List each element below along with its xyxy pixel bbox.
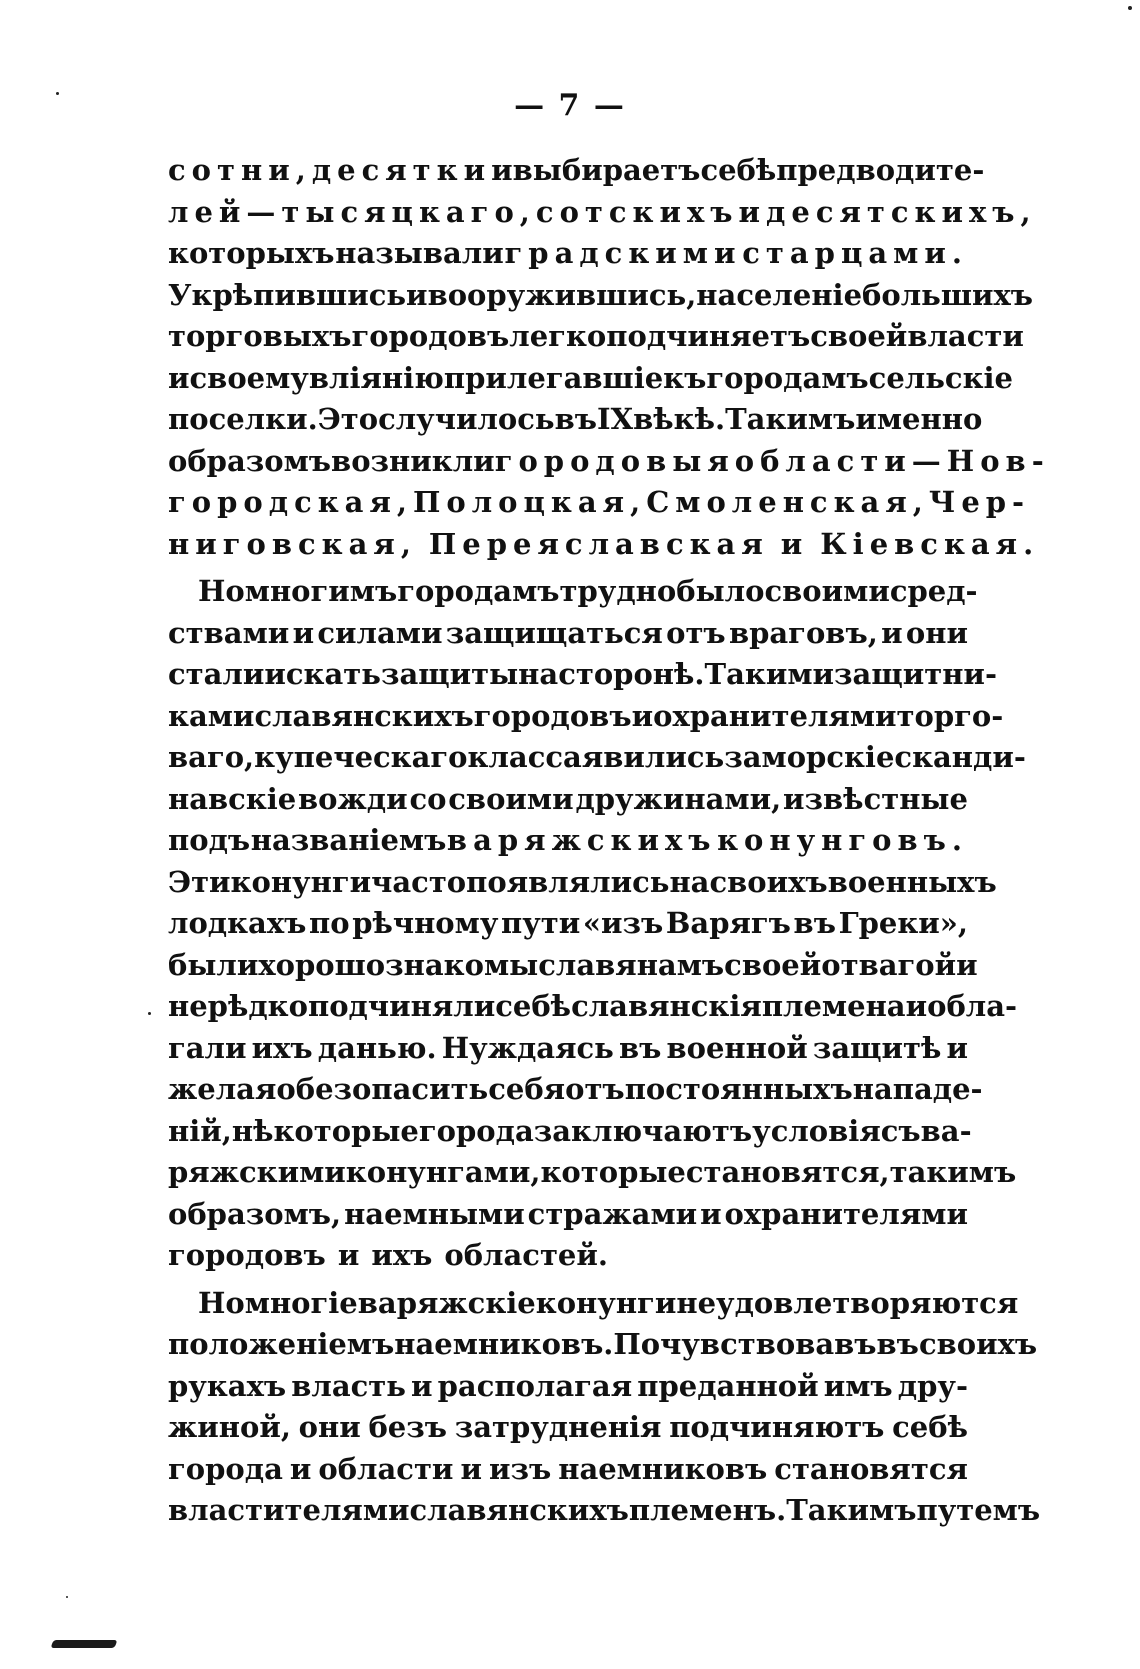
word: пути: [501, 906, 581, 940]
word: и: [289, 1451, 312, 1486]
word: и: [460, 1451, 482, 1486]
word: безъ: [368, 1410, 447, 1444]
word: были: [168, 947, 259, 982]
word: Такимъ: [786, 1493, 917, 1527]
word: поселки.: [168, 402, 318, 436]
text-line: [168, 820, 968, 862]
word: такимъ: [889, 1155, 1017, 1189]
word: Укрѣпившись: [168, 277, 407, 312]
word: путемъ: [916, 1493, 1041, 1527]
word: нѣкоторые: [231, 1113, 419, 1148]
word: защитѣ: [812, 1030, 942, 1065]
text-line: [168, 1111, 972, 1153]
word: предводите-: [776, 153, 985, 187]
spaced-word: Переяславская: [428, 526, 769, 561]
word: случилось: [378, 402, 555, 436]
word: города: [168, 1451, 283, 1486]
word: становятся,: [685, 1155, 890, 1189]
word: городамъ: [706, 360, 869, 395]
word: рѣчному: [352, 906, 499, 940]
word: Такими: [704, 657, 835, 691]
word: жиной,: [168, 1410, 291, 1444]
word: не: [676, 1285, 717, 1320]
ink-smudge: [51, 1640, 118, 1648]
word: и: [411, 1368, 433, 1403]
word: наемными: [344, 1196, 525, 1231]
word: славянамъ: [538, 947, 725, 982]
word: имъ: [823, 1368, 893, 1403]
word: городовъ: [473, 698, 632, 733]
spaced-word: области—Нов-: [734, 443, 1050, 478]
spaced-word: Чер-: [928, 485, 1031, 519]
word: и: [905, 989, 928, 1023]
word: наемниковъ: [558, 1451, 768, 1486]
word: подъ: [168, 823, 251, 857]
word: подчиняли: [307, 989, 496, 1023]
text-line: [168, 1069, 983, 1111]
word: племенъ.: [628, 1493, 787, 1527]
text-line: [168, 1235, 968, 1277]
paragraph-1: [168, 150, 1050, 565]
word: военной: [666, 1030, 808, 1065]
word: торговыхъ: [168, 319, 352, 353]
word: варяжскіе: [357, 1285, 536, 1320]
text-line: [168, 524, 1040, 566]
word: часто: [371, 864, 467, 899]
text-line: [168, 986, 1018, 1028]
text-line: [168, 862, 997, 904]
word: трудно: [559, 574, 677, 608]
spaced-word: ниговская,: [168, 526, 417, 561]
spaced-word: городовыя: [494, 443, 735, 478]
word: дру-: [897, 1368, 968, 1403]
word: вѣкѣ.: [633, 402, 726, 436]
word: Но: [198, 1285, 245, 1320]
word: славянскихъ: [409, 1493, 629, 1527]
word: постоянныхъ: [624, 1072, 853, 1106]
word: своей: [810, 319, 908, 353]
word: искать: [264, 657, 381, 691]
spaced-word: и: [738, 194, 767, 229]
word: Почувствовавъ: [613, 1327, 877, 1361]
word: торго-: [896, 698, 1004, 733]
word: своими: [448, 781, 574, 816]
word: и: [946, 1030, 968, 1065]
word: своему: [189, 360, 309, 395]
word: городамъ: [397, 574, 560, 608]
word: обла-: [927, 989, 1018, 1023]
word: власти: [907, 319, 1024, 353]
word: и: [881, 615, 903, 650]
spaced-word: и: [780, 526, 809, 561]
word: сельскіе: [868, 360, 1013, 395]
word: подчиняютъ: [669, 1410, 885, 1444]
word: города: [418, 1113, 534, 1148]
word: преданной: [637, 1368, 819, 1403]
word: и: [168, 360, 190, 395]
word: и: [406, 277, 428, 312]
page-number: — 7 —: [514, 88, 626, 123]
text-line: [168, 945, 978, 987]
word: властителями: [168, 1493, 410, 1527]
word: враговъ,: [728, 615, 878, 650]
word: Нуждаясь: [441, 1030, 614, 1065]
word: въ: [618, 1030, 662, 1065]
word: сред-: [889, 574, 978, 608]
word: рукахъ: [168, 1368, 287, 1403]
word: подчиняетъ: [606, 319, 811, 353]
text-line: [168, 441, 1050, 483]
word: охранителями: [724, 1196, 968, 1231]
text-line: [168, 1490, 1041, 1532]
spaced-word: сотскихъ: [535, 194, 739, 229]
word: IX: [597, 402, 634, 436]
word: военныхъ: [827, 864, 997, 899]
spaced-word: лей—тысяцкаго,: [168, 194, 536, 229]
word: знакомы: [385, 947, 539, 982]
word: въ: [876, 1327, 919, 1361]
word: своихъ: [709, 864, 828, 899]
word: и: [956, 947, 978, 982]
word: многіе: [244, 1285, 358, 1320]
word: вожди: [298, 781, 408, 816]
text-line: [168, 737, 1026, 779]
word: областей.: [444, 1238, 608, 1272]
text-line: [168, 613, 968, 655]
word: къ: [663, 360, 707, 395]
word: конунги: [230, 864, 372, 899]
word: ствами: [168, 615, 290, 650]
text-line: [168, 150, 985, 192]
word: желая: [168, 1072, 277, 1106]
word: сторонѣ.: [558, 657, 705, 691]
word: конунги: [535, 1285, 677, 1320]
text-line: [168, 571, 978, 613]
spaced-word: сотни,: [168, 153, 312, 187]
word: своей: [724, 947, 822, 982]
word: своими: [764, 574, 890, 608]
word: власть: [291, 1368, 406, 1403]
word: славянскихъ: [254, 698, 474, 733]
text-line: [168, 233, 968, 275]
text-line: [168, 779, 968, 821]
paragraph-3: [168, 1283, 1041, 1532]
word: Это: [317, 402, 379, 436]
text-line: [168, 192, 1037, 234]
word: ихъ: [251, 1030, 313, 1065]
word: стражами: [527, 1196, 698, 1231]
word: области: [318, 1451, 454, 1486]
word: становятся: [774, 1451, 968, 1486]
word: удовлетворяются: [716, 1285, 1019, 1320]
word: стали: [168, 657, 265, 691]
spaced-word: десятскихъ,: [766, 194, 1037, 229]
word: большихъ: [862, 277, 1034, 312]
word: въ: [554, 402, 598, 436]
word: отъ: [565, 1072, 625, 1106]
word: «изъ: [582, 906, 664, 940]
spaced-word: Кіевская.: [820, 526, 1040, 561]
spaced-word: конунговъ.: [717, 823, 968, 857]
word: которыхъ: [168, 236, 335, 270]
text-line: [168, 696, 1004, 738]
word: хорошо: [258, 947, 386, 982]
word: населеніе: [696, 277, 863, 312]
ink-speck: [1128, 6, 1132, 10]
text-line: [168, 903, 968, 945]
text-line: [168, 1152, 1017, 1194]
text-line: [168, 1366, 968, 1408]
word: Но: [198, 574, 245, 608]
word: отъ: [666, 615, 726, 650]
word: по: [309, 906, 350, 940]
word: купеческаго: [254, 740, 468, 774]
word: городовъ: [168, 1238, 326, 1272]
text-line: [168, 1449, 968, 1491]
word: со: [409, 781, 447, 816]
word: силами: [317, 615, 443, 650]
word: отвагой: [821, 947, 957, 982]
word: условія: [752, 1113, 881, 1148]
word: въ: [793, 906, 836, 940]
text-line: [168, 316, 1024, 358]
body-text: [168, 150, 1050, 1532]
word: съ: [880, 1113, 921, 1148]
word: многимъ: [244, 574, 398, 608]
word: положеніемъ: [168, 1327, 395, 1361]
spaced-word: городская,: [168, 485, 413, 519]
word: дружинами,: [575, 781, 782, 816]
word: называли: [335, 236, 504, 270]
word: было: [676, 574, 765, 608]
word: себѣ: [700, 153, 777, 187]
word: вооружившись,: [427, 277, 697, 312]
ink-speck: [56, 92, 59, 95]
word: образомъ,: [168, 1196, 342, 1231]
word: себѣ: [495, 989, 572, 1023]
word: класса: [467, 740, 582, 774]
word: явились: [581, 740, 725, 774]
word: Варягъ: [665, 906, 791, 940]
word: ряжскими: [168, 1155, 346, 1189]
text-line: [168, 654, 997, 696]
word: Греки»,: [838, 906, 968, 940]
word: навскіе: [168, 781, 297, 816]
word: изъ: [488, 1451, 552, 1486]
text-line: [168, 1028, 968, 1070]
word: ками: [168, 698, 255, 733]
text-line: [168, 275, 1034, 317]
text-line: [168, 358, 1013, 400]
word: защитни-: [834, 657, 997, 691]
spaced-word: десятки: [311, 153, 492, 187]
word: заключаютъ: [533, 1113, 753, 1148]
word: легко: [509, 319, 607, 353]
word: нападе-: [852, 1072, 983, 1106]
spaced-word: градскими: [504, 236, 742, 270]
word: вліянію: [308, 360, 444, 395]
word: лодкахъ: [168, 906, 307, 940]
word: сканди-: [894, 740, 1026, 774]
word: городовъ: [351, 319, 510, 353]
word: именно: [855, 402, 983, 436]
word: Такимъ: [725, 402, 856, 436]
word: и: [631, 698, 654, 733]
word: наемниковъ.: [394, 1327, 614, 1361]
text-line: [168, 1407, 968, 1449]
word: они: [298, 1410, 361, 1444]
word: выбираетъ: [512, 153, 701, 187]
word: Эти: [168, 864, 231, 899]
spaced-word: варяжскихъ: [446, 823, 717, 857]
word: защиты: [380, 657, 519, 691]
word: образомъ: [168, 443, 332, 478]
word: нерѣдко: [168, 989, 308, 1023]
word: которые: [540, 1155, 686, 1189]
word: извѣстные: [783, 781, 968, 816]
word: располагая: [437, 1368, 633, 1403]
text-line: [168, 1194, 968, 1236]
word: возникли: [331, 443, 495, 478]
paragraph-2: [168, 571, 1026, 1277]
word: ваго,: [168, 740, 255, 774]
word: прилегавшіе: [443, 360, 664, 395]
word: и: [292, 615, 315, 650]
word: своихъ: [918, 1327, 1038, 1361]
ink-speck: [66, 1596, 68, 1598]
word: племена: [761, 989, 906, 1023]
word: славянскія: [571, 989, 762, 1023]
word: защищаться: [445, 615, 663, 650]
text-line: [168, 482, 1031, 524]
word: конунгами,: [345, 1155, 541, 1189]
word: себѣ: [892, 1410, 968, 1444]
word: затрудненія: [454, 1410, 662, 1444]
word: ихъ: [371, 1238, 433, 1272]
word: обезопасить: [276, 1072, 489, 1106]
spaced-word: старцами.: [742, 236, 968, 270]
word: заморскіе: [724, 740, 895, 774]
word: данью.: [317, 1030, 437, 1065]
word: на: [669, 864, 710, 899]
word: названіемъ: [250, 823, 447, 857]
text-line: [168, 399, 983, 441]
word: ва-: [920, 1113, 972, 1148]
spaced-word: Смоленская,: [646, 485, 929, 519]
word: они: [905, 615, 968, 650]
word: и: [337, 1238, 360, 1272]
word: охранителями: [653, 698, 897, 733]
word: и: [700, 1196, 722, 1231]
word: и: [491, 153, 513, 187]
word: на: [518, 657, 559, 691]
word: появлялись: [466, 864, 670, 899]
word: гали: [168, 1030, 247, 1065]
text-line: [168, 1283, 1019, 1325]
word: себя: [488, 1072, 566, 1106]
spaced-word: Полоцкая,: [412, 485, 647, 519]
ink-speck: [148, 1012, 151, 1015]
text-line: [168, 1324, 1038, 1366]
word: ній,: [168, 1113, 232, 1148]
